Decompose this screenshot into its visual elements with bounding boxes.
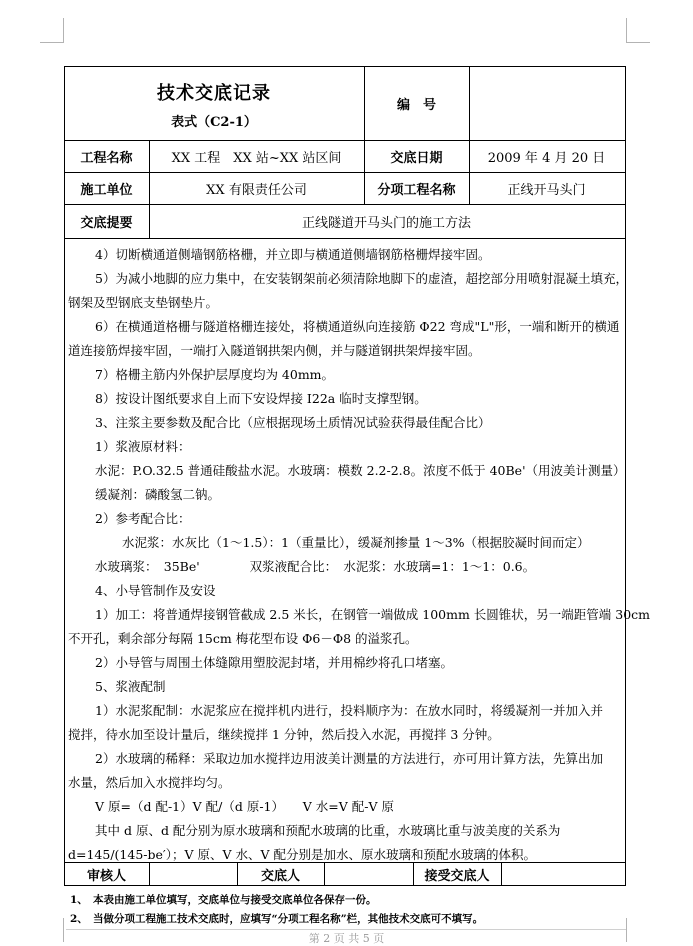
sub-project-value: 正线开马头门 xyxy=(507,182,586,198)
serial-number-value xyxy=(469,66,624,140)
rule-row3 xyxy=(64,238,626,239)
form-header xyxy=(64,74,364,110)
page-number: 第 2 页 共 5 页 xyxy=(308,932,385,945)
receiver-signature xyxy=(501,862,624,886)
content-line: 缓凝剂：磷酸氢二钠。 xyxy=(95,487,221,502)
sub-project-label: 分项工程名称 xyxy=(377,182,456,198)
serial-number-label: 编 号 xyxy=(396,97,436,113)
note-1: 1、 本表由施工单位填写，交底单位与接受交底单位各保存一份。 xyxy=(70,894,377,906)
reviewer-label: 审核人 xyxy=(86,868,126,884)
crop-mark-top-right-v xyxy=(626,18,627,42)
crop-mark-top-left-h xyxy=(40,42,64,43)
content-line: 5、浆液配制 xyxy=(95,679,166,694)
construction-unit-label: 施工单位 xyxy=(80,182,133,198)
content-line: 搅拌，待水加至设计量后，继续搅拌 1 分钟，然后投入水泥，再搅拌 3 分钟。 xyxy=(68,727,500,742)
content-line: 1）浆液原材料： xyxy=(95,439,191,454)
content-line: 1）加工：将普通焊接钢管截成 2.5 米长，在钢管一端做成 100mm 长圆锥状，另一端距管端 30cm xyxy=(95,607,651,622)
receiver-label: 接受交底人 xyxy=(424,868,490,884)
content-line: 4、小导管制作及安设 xyxy=(95,583,216,598)
summary-label: 交底提要 xyxy=(80,215,133,231)
disclosure-date-value: 2009 年 4 月 20 日 xyxy=(487,150,606,166)
content-line: 水泥：P.O.32.5 普通硅酸盐水泥。水玻璃：模数 2.2-2.8。浓度不低于 40Be'（用波美计测量） xyxy=(95,463,626,478)
form-title: 技术交底记录 xyxy=(157,83,271,104)
disclosure-content xyxy=(68,243,651,867)
content-line: 2）水玻璃的稀释：采取边加水搅拌边用波美计测量的方法进行，亦可用计算方法，先算出加 xyxy=(95,751,603,766)
content-line: 水泥浆：水灰比（1～1.5）：1（重量比），缓凝剂掺量 1～3%（根据胶凝时间而定） xyxy=(122,535,590,550)
crop-mark-top-left-v xyxy=(63,18,64,42)
form-number: 表式（C2-1） xyxy=(171,114,257,130)
summary-value: 正线隧道开马头门的施工方法 xyxy=(301,215,471,231)
reviewer-signature xyxy=(149,862,237,886)
content-line: 水玻璃浆： 35Be' 双浆液配合比： 水泥浆：水玻璃=1：1～1：0.6。 xyxy=(95,559,536,574)
construction-unit-value: XX 有限责任公司 xyxy=(206,182,307,198)
content-line: 8）按设计图纸要求自上而下安设焊接 I22a 临时支撑型钢。 xyxy=(95,391,427,406)
content-line: 不开孔，剩余部分每隔 15cm 梅花型布设 Φ6－Φ8 的溢浆孔。 xyxy=(68,631,418,646)
content-line: 6）在横通道格栅与隧道格栅连接处，将横通道纵向连接筋 Φ22 弯成"L"形，一端和断开的横通 xyxy=(95,319,620,334)
crop-mark-top-right-h xyxy=(626,42,650,43)
content-line: 2）小导管与周围土体缝隙用塑胶泥封堵，并用棉纱将孔口堵塞。 xyxy=(95,655,453,670)
content-line: 其中 d 原、d 配分别为原水玻璃和预配水玻璃的比重，水玻璃比重与波美度的关系为 xyxy=(95,823,561,838)
content-line: 钢架及型钢底支垫钢垫片。 xyxy=(68,295,219,310)
content-line: V 原=（d 配-1）V 配/（d 原-1） V 水=V 配-V 原 xyxy=(95,799,394,814)
disclosure-date-label: 交底日期 xyxy=(390,150,443,166)
discloser-label: 交底人 xyxy=(260,868,300,884)
content-line: 水量，然后加入水搅拌均匀。 xyxy=(68,775,231,790)
content-line: 7）格栅主筋内外保护层厚度均为 40mm。 xyxy=(95,367,335,382)
disclosure-record-form xyxy=(64,66,651,888)
content-line: d=145/(145-be′）；V 原、V 水、V 配分别是加水、原水玻璃和预配水玻璃的体积。 xyxy=(68,847,536,862)
content-line: 2）参考配合比： xyxy=(95,511,191,526)
discloser-signature xyxy=(324,862,413,886)
content-line: 5）为减小地脚的应力集中，在安装钢架前必须清除地脚下的虚渣，超挖部分用喷射混凝土填充， xyxy=(95,271,628,286)
project-name-value: XX 工程 XX 站~XX 站区间 xyxy=(171,150,342,166)
content-line: 道连接筋焊接牢固，一端打入隧道钢拱架内侧，并与隧道钢拱架焊接牢固。 xyxy=(68,343,481,358)
form-notes xyxy=(70,891,483,929)
note-2: 2、 当做分项工程施工技术交底时，应填写“分项工程名称”栏，其他技术交底可不填写。 xyxy=(70,913,484,925)
content-line: 1）水泥浆配制：水泥浆应在搅拌机内进行，投料顺序为：在放水同时，将缓凝剂一并加入并 xyxy=(95,703,603,718)
content-line: 4）切断横通道侧墙钢筋格栅，并立即与横通道侧墙钢筋格栅焊接牢固。 xyxy=(95,247,491,262)
project-name-label: 工程名称 xyxy=(80,150,133,166)
content-line: 3、注浆主要参数及配合比（应根据现场土质情况试验获得最佳配合比） xyxy=(95,415,491,430)
